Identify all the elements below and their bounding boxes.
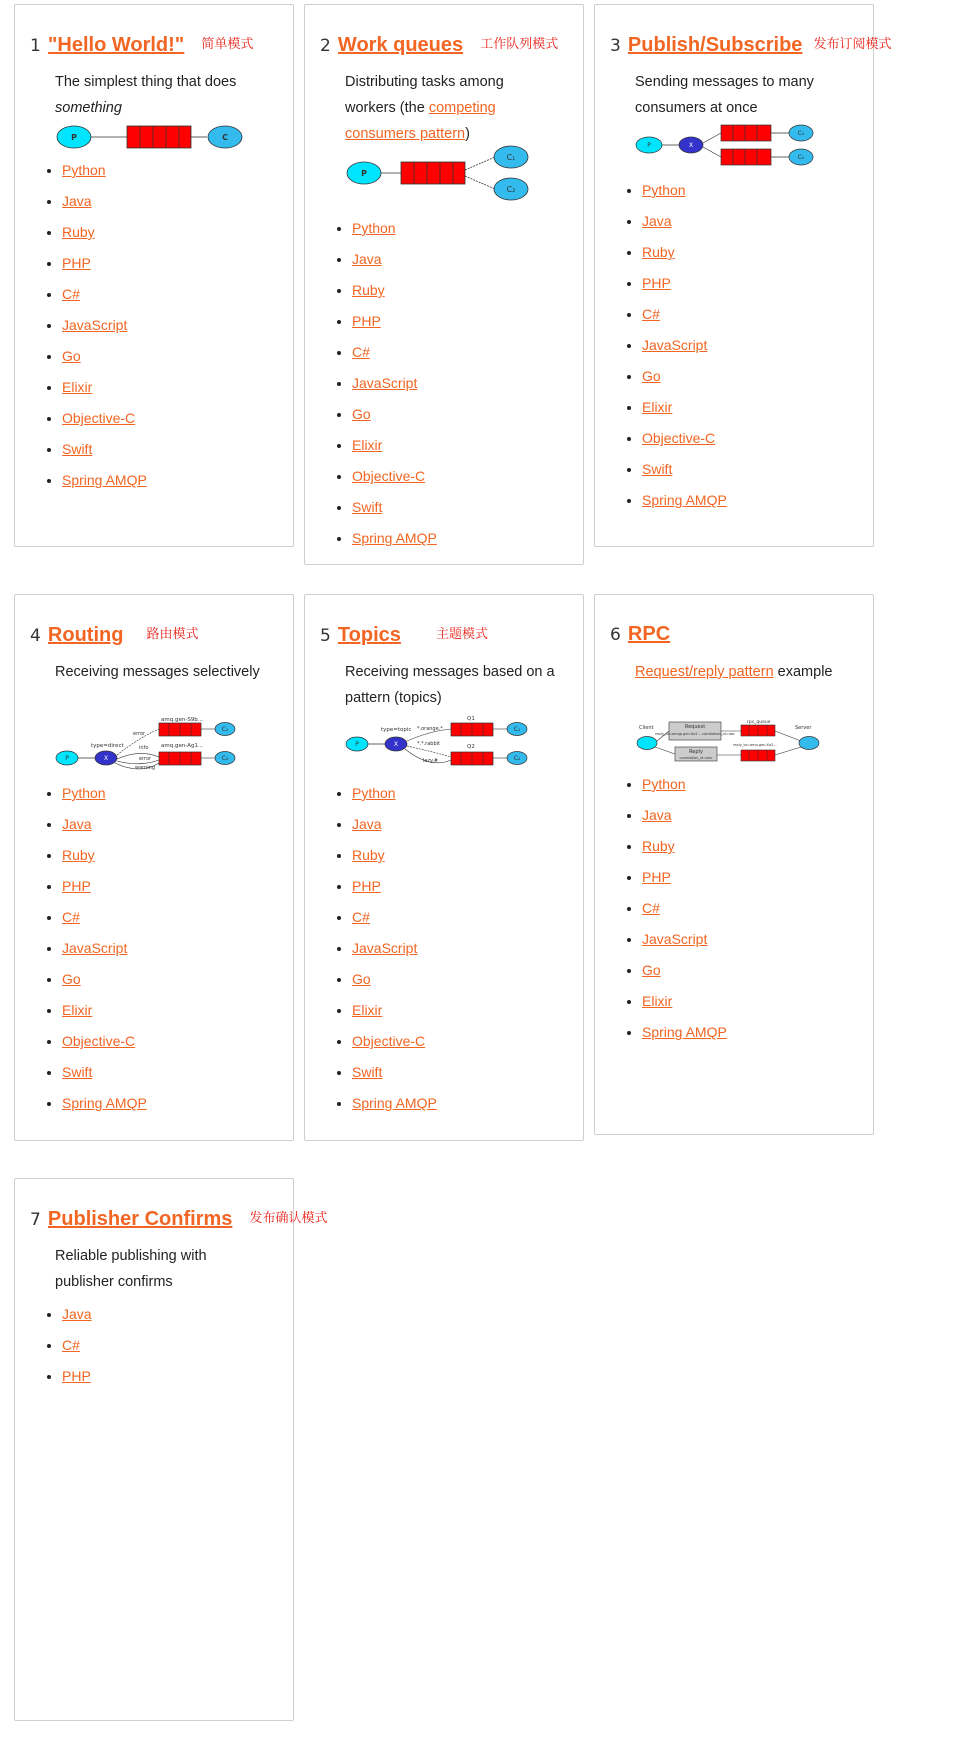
- language-link[interactable]: Swift: [642, 461, 673, 477]
- list-item: [642, 423, 727, 454]
- list-item: [352, 461, 437, 492]
- language-link[interactable]: PHP: [642, 869, 671, 885]
- queue-1-label: amq.gen-S9b...: [161, 717, 204, 723]
- rpc-queue-label: rpc_queue: [747, 720, 771, 725]
- language-link[interactable]: Swift: [62, 441, 93, 457]
- list-item: [62, 778, 147, 809]
- rpc-diagram: [635, 719, 825, 767]
- language-link[interactable]: Elixir: [642, 993, 673, 1009]
- list-item: [62, 1330, 92, 1361]
- language-link[interactable]: Ruby: [642, 838, 675, 854]
- list-item: [62, 933, 147, 964]
- list-item: [352, 1088, 437, 1119]
- list-item: [642, 268, 727, 299]
- list-item: [642, 206, 727, 237]
- exchange-label: X: [688, 142, 694, 149]
- list-item: [352, 840, 437, 871]
- list-item: [642, 392, 727, 423]
- tutorial-number: 2: [320, 36, 331, 56]
- list-item: [642, 831, 727, 862]
- producer-label: P: [647, 142, 651, 149]
- queue-1-label: Q1: [467, 716, 475, 722]
- consumer-2-label: C₂: [506, 185, 516, 194]
- language-link[interactable]: PHP: [352, 878, 381, 894]
- list-item: [62, 1026, 147, 1057]
- list-item: [352, 492, 437, 523]
- queue-2: [721, 149, 771, 165]
- binding-key-label: warning: [135, 765, 156, 771]
- list-item: [642, 893, 727, 924]
- list-item: [62, 995, 147, 1026]
- list-item: [352, 337, 437, 368]
- tutorial-description: Reliable publishing with publisher confirms: [55, 1248, 207, 1290]
- language-link[interactable]: Java: [62, 193, 92, 209]
- tutorial-title-link[interactable]: Publisher Confirms: [47, 1208, 233, 1230]
- exchange-type-label: type=topic: [381, 727, 412, 733]
- hello-world-diagram: [55, 121, 245, 153]
- language-link[interactable]: PHP: [642, 275, 671, 291]
- language-link[interactable]: Objective-C: [642, 430, 716, 446]
- consumer-2-label: C₂: [797, 154, 805, 161]
- language-link[interactable]: Objective-C: [62, 1033, 136, 1049]
- list-item: [62, 186, 147, 217]
- language-link[interactable]: Swift: [352, 1064, 383, 1080]
- publish-subscribe-diagram: [635, 121, 820, 169]
- language-link[interactable]: Spring AMQP: [642, 492, 727, 508]
- request-label: Request: [684, 724, 706, 730]
- work-queues-diagram: [345, 145, 530, 201]
- card-title-row: [30, 33, 253, 57]
- language-link[interactable]: Elixir: [352, 437, 383, 453]
- list-item: [352, 902, 437, 933]
- producer-label: P: [71, 133, 77, 142]
- language-list: [595, 769, 727, 1048]
- language-link[interactable]: Swift: [352, 499, 383, 515]
- list-item: [62, 434, 147, 465]
- language-link[interactable]: Go: [642, 368, 661, 384]
- queue-2-label: amq.gen-Ag1...: [161, 743, 204, 749]
- consumer-2-label: C₂: [221, 755, 229, 762]
- tutorial-description: The simplest thing that does something: [55, 74, 237, 116]
- language-link[interactable]: C#: [62, 286, 80, 302]
- list-item: [62, 372, 147, 403]
- list-item: [352, 964, 437, 995]
- list-item: [642, 175, 727, 206]
- server-node: [799, 737, 819, 750]
- language-link[interactable]: Python: [62, 162, 106, 178]
- tutorial-number: 7: [30, 1210, 41, 1230]
- list-item: [352, 430, 437, 461]
- card-title-row: [30, 1207, 328, 1231]
- language-link[interactable]: Spring AMQP: [352, 1095, 437, 1111]
- queue-2-label: Q2: [467, 744, 475, 750]
- list-item: [62, 341, 147, 372]
- request-reply-link[interactable]: Request/reply pattern: [635, 664, 774, 680]
- tutorial-card-6: [594, 594, 874, 1135]
- list-item: [62, 1361, 92, 1392]
- producer-label: P: [355, 741, 359, 748]
- list-item: [642, 454, 727, 485]
- language-link[interactable]: Swift: [62, 1064, 93, 1080]
- language-link[interactable]: Java: [62, 1306, 92, 1322]
- queue-1: [721, 125, 771, 141]
- language-list: [595, 175, 727, 516]
- tutorial-description: Request/reply pattern example: [635, 664, 833, 680]
- tutorial-title-link[interactable]: "Hello World!": [47, 34, 185, 56]
- list-item: [642, 361, 727, 392]
- language-list: [305, 778, 437, 1119]
- language-link[interactable]: C#: [352, 909, 370, 925]
- language-link[interactable]: Java: [62, 816, 92, 832]
- producer-label: P: [65, 755, 69, 762]
- chinese-annotation: 发布订阅模式: [813, 37, 892, 52]
- tutorial-card-2: [304, 4, 584, 565]
- list-item: [642, 800, 727, 831]
- list-item: [642, 485, 727, 516]
- language-link[interactable]: JavaScript: [352, 940, 418, 956]
- language-link[interactable]: Python: [62, 785, 106, 801]
- tutorial-title-link[interactable]: Work queues: [337, 34, 464, 56]
- list-item: [352, 1057, 437, 1088]
- tutorial-number: 5: [320, 626, 331, 646]
- card-title-row: [320, 623, 488, 647]
- language-link[interactable]: Objective-C: [62, 410, 136, 426]
- binding-key-label: *.orange.*: [417, 726, 443, 732]
- chinese-annotation: 发布确认模式: [249, 1211, 328, 1226]
- list-item: [352, 368, 437, 399]
- list-item: [642, 237, 727, 268]
- consumer-1-label: C₁: [797, 130, 805, 137]
- language-link[interactable]: Elixir: [62, 1002, 93, 1018]
- list-item: [62, 871, 147, 902]
- language-link[interactable]: PHP: [62, 1368, 91, 1384]
- tutorial-description: Receiving messages selectively: [55, 664, 260, 680]
- list-item: [352, 871, 437, 902]
- tutorial-title-link[interactable]: RPC: [627, 623, 671, 645]
- language-link[interactable]: Go: [62, 348, 81, 364]
- reply-queue-label: reply_to=amq.gen-Xa2...: [733, 743, 777, 747]
- tutorial-card-7: [14, 1178, 328, 1721]
- list-item: [352, 1026, 437, 1057]
- chinese-annotation: 主题模式: [435, 627, 488, 642]
- list-item: [352, 778, 437, 809]
- language-list: [15, 155, 147, 496]
- routing-diagram: [55, 715, 245, 775]
- consumer-label: C: [222, 133, 228, 142]
- producer-label: P: [361, 169, 367, 178]
- list-item: [642, 986, 727, 1017]
- request-detail-label: reply_to=amqp.gen-Xa2... correlation_id=abc: [655, 732, 735, 736]
- list-item: [352, 244, 437, 275]
- competing-consumers-link[interactable]: competing consumers pattern: [345, 100, 496, 142]
- tutorial-number: 4: [30, 626, 41, 646]
- language-link[interactable]: Go: [642, 962, 661, 978]
- reply-detail-label: correlation_id=abc: [679, 756, 713, 760]
- list-item: [62, 217, 147, 248]
- card-title-row: [320, 33, 558, 57]
- card-title-row: [610, 623, 682, 646]
- language-link[interactable]: C#: [62, 1337, 80, 1353]
- list-item: [62, 279, 147, 310]
- list-item: [62, 1057, 147, 1088]
- card-title-row: [30, 623, 199, 647]
- tutorial-card-3: [594, 4, 892, 547]
- language-link[interactable]: Elixir: [62, 379, 93, 395]
- client-label: Client: [639, 725, 654, 731]
- list-item: [352, 275, 437, 306]
- language-link[interactable]: Java: [642, 213, 672, 229]
- exchange-label: X: [103, 755, 109, 762]
- binding-key-label: lazy.#: [423, 758, 439, 764]
- reply-label: Reply: [689, 749, 703, 755]
- tutorial-card-5: [304, 594, 584, 1141]
- tutorial-title-link[interactable]: Routing: [47, 624, 124, 646]
- list-item: [352, 809, 437, 840]
- tutorial-description: Sending messages to many consumers at once: [635, 74, 814, 116]
- list-item: [642, 1017, 727, 1048]
- exchange-type-label: type=direct: [91, 743, 124, 749]
- consumer-1-label: C₁: [221, 726, 229, 733]
- list-item: [352, 306, 437, 337]
- list-item: [62, 465, 147, 496]
- binding-key-label: info: [139, 745, 149, 751]
- language-link[interactable]: Python: [642, 182, 686, 198]
- binding-key-label: error: [133, 731, 146, 737]
- tutorial-description: Distributing tasks among workers (the competing consumers pattern): [345, 74, 504, 142]
- language-link[interactable]: C#: [642, 900, 660, 916]
- language-link[interactable]: PHP: [62, 255, 91, 271]
- list-item: [62, 403, 147, 434]
- binding-key-label: error: [139, 756, 152, 762]
- list-item: [62, 840, 147, 871]
- language-link[interactable]: Python: [352, 220, 396, 236]
- language-link[interactable]: Ruby: [352, 282, 385, 298]
- language-link[interactable]: Ruby: [62, 847, 95, 863]
- list-item: [642, 862, 727, 893]
- list-item: [62, 310, 147, 341]
- tutorial-title-link[interactable]: Topics: [337, 624, 401, 646]
- list-item: [62, 964, 147, 995]
- language-link[interactable]: Java: [352, 251, 382, 267]
- list-item: [352, 995, 437, 1026]
- language-link[interactable]: JavaScript: [642, 931, 708, 947]
- language-link[interactable]: Objective-C: [352, 468, 426, 484]
- language-link[interactable]: C#: [642, 306, 660, 322]
- list-item: [352, 933, 437, 964]
- list-item: [62, 1299, 92, 1330]
- tutorial-card-4: [14, 594, 294, 1141]
- language-link[interactable]: Ruby: [62, 224, 95, 240]
- language-list: [305, 213, 437, 554]
- binding-key-label: *.*.rabbit: [417, 741, 440, 747]
- topics-diagram: [345, 715, 535, 775]
- list-item: [62, 809, 147, 840]
- language-list: [15, 1299, 92, 1392]
- tutorial-number: 6: [610, 625, 621, 645]
- list-item: [642, 299, 727, 330]
- language-link[interactable]: Java: [642, 807, 672, 823]
- language-link[interactable]: Elixir: [352, 1002, 383, 1018]
- language-link[interactable]: JavaScript: [62, 940, 128, 956]
- language-link[interactable]: Ruby: [352, 847, 385, 863]
- consumer-2-label: C₂: [513, 755, 521, 762]
- language-link[interactable]: PHP: [62, 878, 91, 894]
- tutorial-title-link[interactable]: Publish/Subscribe: [627, 34, 803, 56]
- language-link[interactable]: Spring AMQP: [62, 472, 147, 488]
- language-link[interactable]: JavaScript: [352, 375, 418, 391]
- chinese-annotation: 路由模式: [146, 627, 199, 642]
- language-link[interactable]: JavaScript: [642, 337, 708, 353]
- list-item: [62, 1088, 147, 1119]
- tutorial-number: 1: [30, 36, 41, 56]
- tutorial-card-1: [14, 4, 294, 547]
- list-item: [642, 330, 727, 361]
- chinese-annotation: 工作队列模式: [480, 37, 559, 52]
- list-item: [62, 248, 147, 279]
- tutorial-number: 3: [610, 36, 621, 56]
- language-link[interactable]: C#: [62, 909, 80, 925]
- language-link[interactable]: Spring AMQP: [352, 530, 437, 546]
- language-link[interactable]: Go: [352, 971, 371, 987]
- language-link[interactable]: JavaScript: [62, 317, 128, 333]
- language-link[interactable]: Python: [352, 785, 396, 801]
- language-link[interactable]: Elixir: [642, 399, 673, 415]
- list-item: [62, 155, 147, 186]
- list-item: [642, 769, 727, 800]
- language-link[interactable]: Spring AMQP: [642, 1024, 727, 1040]
- card-title-row: [610, 33, 892, 57]
- queue: [127, 126, 191, 148]
- consumer-1-label: C₁: [506, 153, 516, 162]
- language-link[interactable]: Ruby: [642, 244, 675, 260]
- language-link[interactable]: PHP: [352, 313, 381, 329]
- language-link[interactable]: Python: [642, 776, 686, 792]
- consumer-1-label: C₁: [513, 726, 521, 733]
- list-item: [352, 523, 437, 554]
- language-link[interactable]: Objective-C: [352, 1033, 426, 1049]
- language-link[interactable]: Java: [352, 816, 382, 832]
- language-link[interactable]: C#: [352, 344, 370, 360]
- language-link[interactable]: Go: [352, 406, 371, 422]
- tutorial-description: Receiving messages based on a pattern (topics): [345, 664, 555, 706]
- queue: [401, 162, 465, 184]
- client-node: [637, 737, 657, 750]
- chinese-annotation: 简单模式: [201, 37, 254, 52]
- list-item: [352, 213, 437, 244]
- list-item: [642, 955, 727, 986]
- server-label: Server: [795, 725, 812, 731]
- list-item: [352, 399, 437, 430]
- language-link[interactable]: Spring AMQP: [62, 1095, 147, 1111]
- language-list: [15, 778, 147, 1119]
- language-link[interactable]: Go: [62, 971, 81, 987]
- list-item: [642, 924, 727, 955]
- list-item: [62, 902, 147, 933]
- exchange-label: X: [393, 741, 399, 748]
